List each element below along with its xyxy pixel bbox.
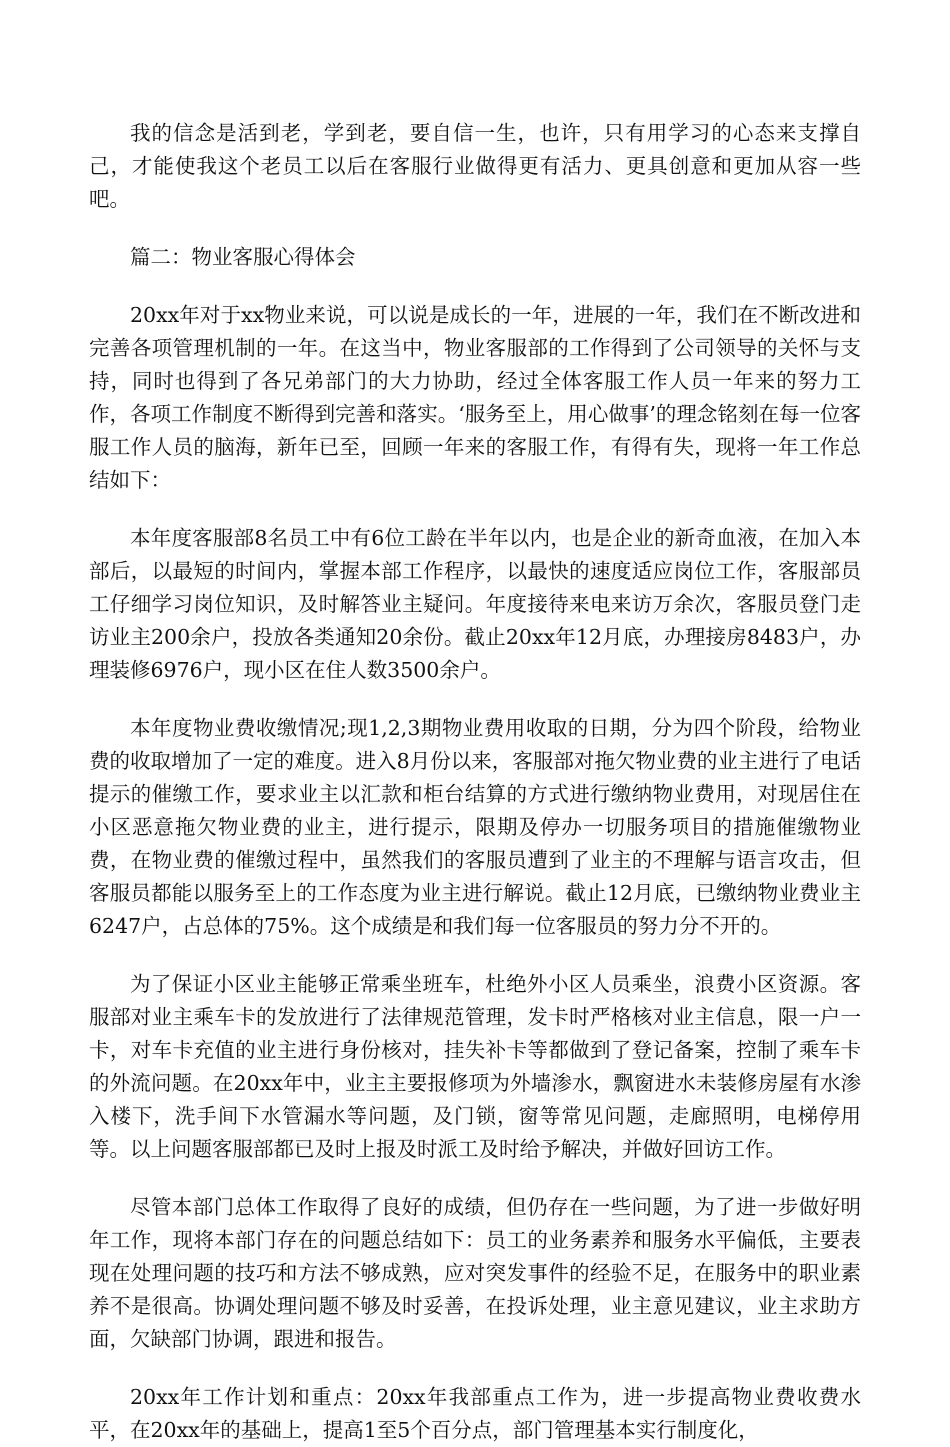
paragraph-problems: 尽管本部门总体工作取得了良好的成绩，但仍存在一些问题，为了进一步做好明年工作，现将本部门存在的问题总结如下：员工的业务素养和服务水平偏低，主要表现在处理问题的技巧和方法不够成熟，应对突发事件的经验不足，在服务中的职业素养不是很高。协调处理问题不够及时妥善，在投诉处理，业主意见建议，业主求助方面，欠缺部门协调，跟进和报告。 [89,1195,861,1351]
paragraph-staff-work: 本年度客服部8名员工中有6位工龄在半年以内，也是企业的新奇血液，在加入本部后，以最短的时间内，掌握本部工作程序，以最快的速度适应岗位工作，客服部员工仔细学习岗位知识，及时解答业主疑问。年度接待来电来访万余次，客服员登门走访业主200余户，投放各类通知20余份。截止20xx年12月底，办理接房8483户，办理装修6976户，现小区在住人数3500余户。 [89,526,861,682]
paragraph-fee-collection: 本年度物业费收缴情况;现1,2,3期物业费用收取的日期，分为四个阶段，给物业费的收取增加了一定的难度。进入8月份以来，客服部对拖欠物业费的业主进行了电话提示的催缴工作，要求业主以汇款和柜台结算的方式进行缴纳物业费用，对现居住在小区恶意拖欠物业费的业主，进行提示，限期及停办一切服务项目的措施催缴物业费，在物业费的催缴过程中，虽然我们的客服员遭到了业主的不理解与语言攻击，但客服员都能以服务至上的工作态度为业主进行解说。截止12月底，已缴纳物业费业主6247户，占总体的75%。这个成绩是和我们每一位客服员的努力分不开的。 [89,716,861,938]
document-page [89,117,861,1447]
paragraph-annual-overview: 20xx年对于xx物业来说，可以说是成长的一年，进展的一年，我们在不断改进和完善各项管理机制的一年。在这当中，物业客服部的工作得到了公司领导的关怀与支持，同时也得到了各兄弟部门的大力协助，经过全体客服工作人员一年来的努力工作，各项工作制度不断得到完善和落实。‘服务至上，用心做事’的理念铭刻在每一位客服工作人员的脑海，新年已至，回顾一年来的客服工作，有得有失，现将一年工作总结如下： [89,303,861,492]
section-heading: 篇二：物业客服心得体会 [130,245,356,269]
paragraph-next-year-plan: 20xx年工作计划和重点：20xx年我部重点工作为，进一步提高物业费收费水平，在20xx年的基础上，提高1至5个百分点，部门管理基本实行制度化， [89,1385,861,1442]
paragraph-shuttle-and-repairs: 为了保证小区业主能够正常乘坐班车，杜绝外小区人员乘坐，浪费小区资源。客服部对业主乘车卡的发放进行了法律规范管理，发卡时严格核对业主信息，限一户一卡，对车卡充值的业主进行身份核对，挂失补卡等都做到了登记备案，控制了乘车卡的外流问题。在20xx年中，业主主要报修项为外墙渗水，飘窗进水未装修房屋有水渗入楼下，洗手间下水管漏水等问题，及门锁，窗等常见问题，走廊照明，电梯停用等。以上问题客服部都已及时上报及时派工及时给予解决，并做好回访工作。 [89,972,861,1161]
paragraph-intro-closing: 我的信念是活到老，学到老，要自信一生，也许，只有用学习的心态来支撑自己，才能使我这个老员工以后在客服行业做得更有活力、更具创意和更加从容一些吧。 [89,121,861,211]
